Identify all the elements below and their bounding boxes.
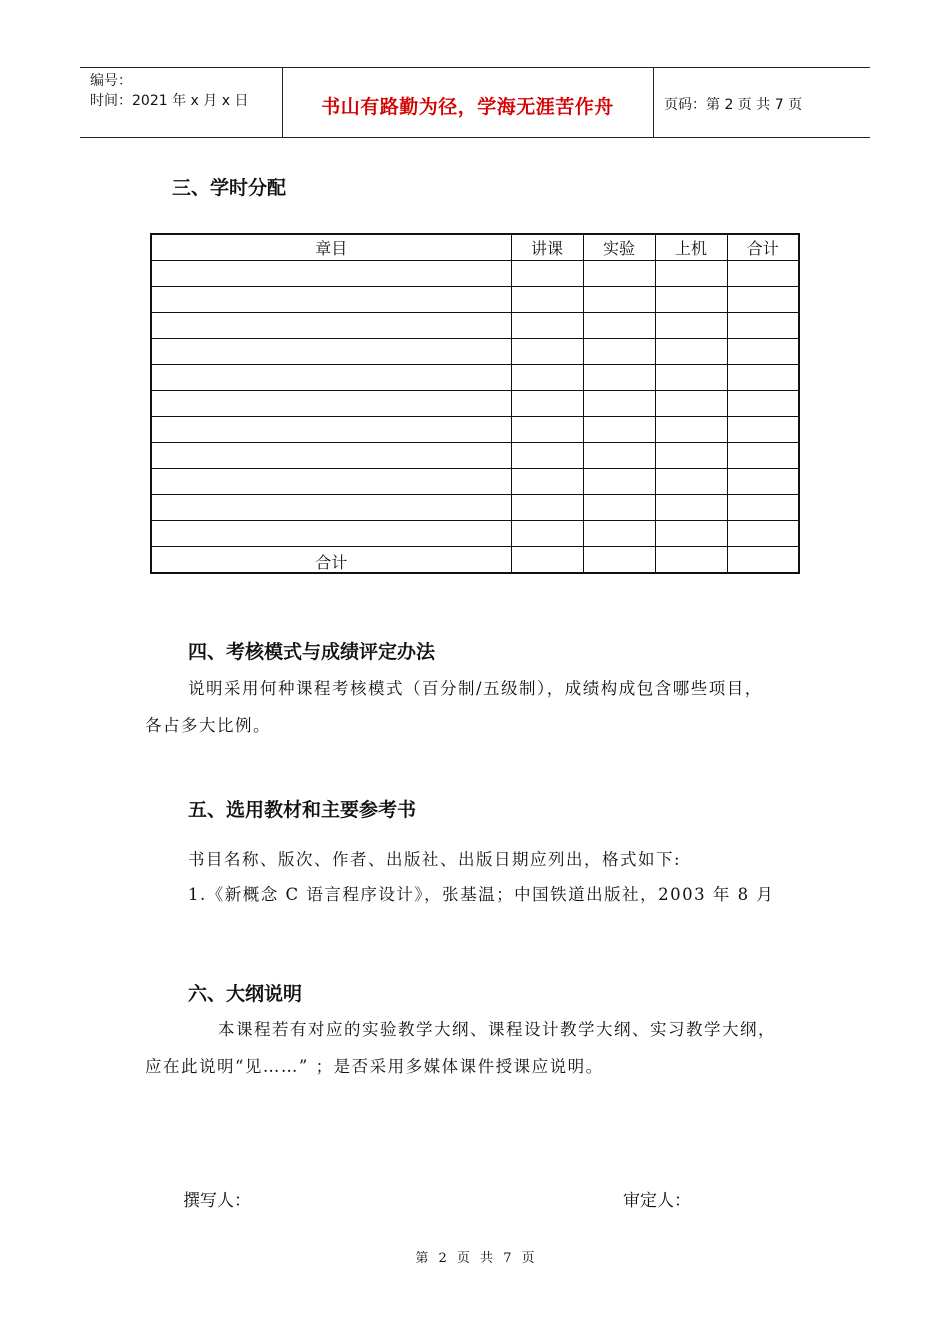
header-page-cell xyxy=(654,68,870,137)
table-cell xyxy=(511,469,583,495)
table-row xyxy=(151,365,799,391)
section-6-line-1: 本课程若有对应的实验教学大纲、课程设计教学大纲、实习教学大纲， xyxy=(218,1020,776,1039)
table-cell xyxy=(655,261,727,287)
section-4-title: 四、考核模式与成绩评定办法 xyxy=(188,641,436,663)
table-cell xyxy=(727,287,799,313)
table-cell xyxy=(727,261,799,287)
serial-number-label: 编号： xyxy=(90,73,132,89)
table-cell xyxy=(727,443,799,469)
table-cell xyxy=(583,443,655,469)
table-cell xyxy=(151,313,511,339)
table-cell xyxy=(655,547,727,574)
table-cell xyxy=(151,417,511,443)
table-cell xyxy=(511,261,583,287)
table-cell xyxy=(583,521,655,547)
table-cell xyxy=(727,417,799,443)
header-meta-cell xyxy=(80,68,283,137)
table-cell xyxy=(511,547,583,574)
author-signature-label: 撰写人： xyxy=(183,1191,251,1211)
table-cell xyxy=(655,417,727,443)
table-cell xyxy=(655,443,727,469)
table-cell xyxy=(727,547,799,574)
table-cell xyxy=(151,261,511,287)
hours-table-header-row xyxy=(151,234,799,261)
header-page-info: 页码：第 2 页 共 7 页 xyxy=(664,97,803,113)
table-cell xyxy=(655,495,727,521)
table-cell xyxy=(583,391,655,417)
table-row xyxy=(151,417,799,443)
table-cell xyxy=(655,313,727,339)
table-cell xyxy=(727,469,799,495)
section-3-title: 三、学时分配 xyxy=(172,177,287,199)
table-cell xyxy=(583,261,655,287)
col-header-total: 合计 xyxy=(727,234,799,261)
table-row xyxy=(151,339,799,365)
table-cell xyxy=(511,495,583,521)
table-cell xyxy=(727,521,799,547)
table-cell xyxy=(151,287,511,313)
table-cell xyxy=(583,495,655,521)
col-header-lab: 实验 xyxy=(583,234,655,261)
table-cell xyxy=(511,339,583,365)
table-cell xyxy=(583,417,655,443)
table-cell xyxy=(727,339,799,365)
hours-table-body xyxy=(151,261,799,574)
section-4-line-1: 说明采用何种课程考核模式（百分制/五级制），成绩构成包含哪些项目， xyxy=(188,679,763,698)
table-row xyxy=(151,261,799,287)
table-cell xyxy=(511,313,583,339)
table-cell xyxy=(511,287,583,313)
table-row xyxy=(151,495,799,521)
table-cell xyxy=(151,365,511,391)
table-cell xyxy=(655,469,727,495)
table-cell xyxy=(583,365,655,391)
table-cell xyxy=(511,443,583,469)
motto-text: 书山有路勤为径，学海无涯苦作舟 xyxy=(321,96,614,118)
table-cell xyxy=(727,365,799,391)
table-cell xyxy=(655,521,727,547)
col-header-lecture: 讲课 xyxy=(511,234,583,261)
table-cell xyxy=(655,365,727,391)
table-cell xyxy=(151,521,511,547)
hours-table xyxy=(150,233,800,574)
total-row xyxy=(151,547,799,574)
table-row xyxy=(151,443,799,469)
table-cell xyxy=(151,391,511,417)
table-cell xyxy=(151,495,511,521)
table-cell xyxy=(151,339,511,365)
table-cell xyxy=(511,417,583,443)
table-cell xyxy=(511,391,583,417)
table-cell xyxy=(151,443,511,469)
table-row xyxy=(151,521,799,547)
col-header-chapter: 章目 xyxy=(151,234,511,261)
table-row xyxy=(151,391,799,417)
col-header-computer: 上机 xyxy=(655,234,727,261)
page-footer: 第 2 页 共 7 页 xyxy=(415,1251,535,1266)
table-cell xyxy=(583,469,655,495)
table-cell xyxy=(583,313,655,339)
page-header xyxy=(80,67,870,138)
table-cell xyxy=(727,495,799,521)
table-cell xyxy=(151,469,511,495)
section-6-line-2: 应在此说明“见……” ；是否采用多媒体课件授课应说明。 xyxy=(145,1057,604,1076)
table-cell xyxy=(655,339,727,365)
reviewer-signature-label: 审定人： xyxy=(623,1191,691,1211)
date-label: 时间：2021 年 x 月 x 日 xyxy=(90,93,249,109)
table-cell xyxy=(511,521,583,547)
section-5-title: 五、选用教材和主要参考书 xyxy=(188,799,417,821)
table-row xyxy=(151,287,799,313)
table-cell xyxy=(727,313,799,339)
total-row-label: 合计 xyxy=(151,547,511,574)
table-cell xyxy=(655,391,727,417)
table-cell xyxy=(727,391,799,417)
header-motto-cell xyxy=(282,68,654,137)
table-cell xyxy=(511,365,583,391)
table-cell xyxy=(655,287,727,313)
section-4-line-2: 各占多大比例。 xyxy=(145,716,271,735)
table-cell xyxy=(583,547,655,574)
section-5-line-2: 1.《新概念 C 语言程序设计》，张基温；中国铁道出版社，2003 年 8 月 xyxy=(188,885,775,904)
table-cell xyxy=(583,339,655,365)
section-6-title: 六、大纲说明 xyxy=(188,983,303,1005)
section-5-line-1: 书目名称、版次、作者、出版社、出版日期应列出，格式如下: xyxy=(188,850,682,869)
table-row xyxy=(151,469,799,495)
table-row xyxy=(151,313,799,339)
table-cell xyxy=(583,287,655,313)
